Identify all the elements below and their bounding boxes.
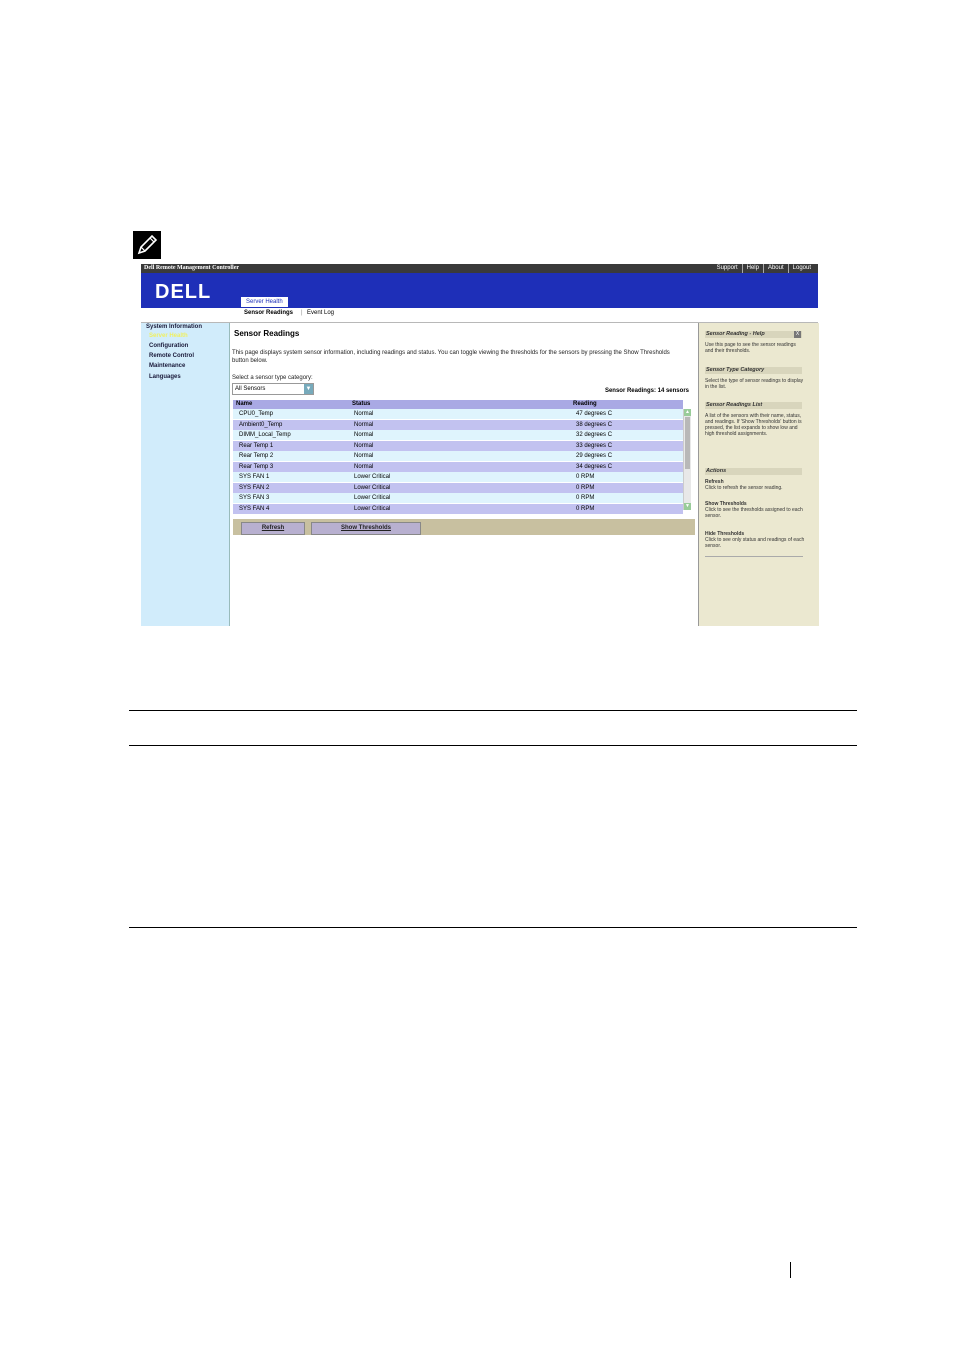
column-header-reading[interactable]: Reading — [573, 401, 597, 407]
help-panel — [698, 323, 819, 626]
help-refresh-label: Refresh — [705, 479, 724, 485]
cell-reading: 38 degrees C — [576, 421, 613, 428]
sensor-type-select[interactable] — [232, 383, 314, 395]
cell-status: Normal — [354, 411, 374, 417]
sensor-type-value: All Sensors — [235, 386, 266, 392]
subnav-sensor-readings[interactable]: Sensor Readings — [244, 310, 294, 316]
help-actions-heading: Actions — [705, 468, 802, 475]
sidebar-item-configuration[interactable]: Configuration — [149, 343, 189, 349]
cell-status: Normal — [354, 442, 374, 449]
table-row[interactable] — [233, 493, 683, 503]
cell-name: Rear Temp 1 — [239, 442, 274, 449]
cell-name: Rear Temp 2 — [239, 453, 274, 459]
cell-name: SYS FAN 1 — [239, 474, 270, 480]
help-type-text: Select the type of sensor readings to display in the list. — [705, 378, 804, 390]
show-thresholds-button[interactable]: Show Thresholds — [311, 522, 421, 535]
sidebar-item-server-health[interactable]: Server Health — [149, 333, 188, 339]
help-list-heading: Sensor Readings List — [705, 402, 802, 409]
subnav-event-log[interactable]: Event Log — [307, 310, 335, 316]
cell-status: Normal — [354, 453, 374, 459]
column-header-name[interactable]: Name — [236, 401, 253, 407]
sidebar-item-languages[interactable]: Languages — [149, 374, 181, 380]
sidebar-item-maintenance[interactable]: Maintenance — [149, 363, 186, 369]
sidebar-item-remote-control[interactable]: Remote Control — [149, 353, 194, 359]
table-rule-bottom — [129, 927, 857, 928]
sensor-type-label: Select a sensor type category: — [232, 375, 313, 381]
table-row[interactable] — [233, 451, 683, 461]
table-header — [233, 400, 683, 409]
table-rule-top — [129, 710, 857, 711]
cell-status: Lower Critical — [354, 484, 391, 491]
cell-reading: 47 degrees C — [576, 411, 613, 417]
note-pencil-icon — [133, 231, 161, 259]
table-row[interactable] — [233, 441, 683, 451]
page-title: Sensor Readings — [234, 329, 300, 338]
help-hide-text: Click to see only status and readings of each sensor. — [705, 537, 805, 549]
table-row[interactable] — [233, 472, 683, 482]
cell-reading: 0 RPM — [576, 484, 595, 491]
sensor-table — [233, 400, 688, 510]
help-type-heading: Sensor Type Category — [705, 367, 802, 374]
help-list-text: A list of the sensors with their name, status, and readings. If 'Show Thresholds' button is pressed, the list expands to show low and high threshold assignments. — [705, 413, 802, 437]
chevron-down-icon[interactable]: ▼ — [305, 386, 312, 392]
table-rule-middle — [129, 745, 857, 746]
sidebar-item-system-information[interactable]: System Information — [146, 324, 203, 330]
help-show-text: Click to see the thresholds assigned to each sensor. — [705, 507, 803, 519]
table-row[interactable] — [233, 409, 683, 419]
page-footer-bar — [790, 1262, 791, 1278]
about-link[interactable]: About — [763, 264, 788, 273]
cell-reading: 29 degrees C — [576, 453, 613, 459]
button-bar — [233, 519, 695, 535]
page-description: This page displays system sensor information, including readings and status. You can toggle viewing the thresholds for the sensors by pressing the Show Thresholds button below. — [232, 350, 670, 364]
help-intro: Use this page to see the sensor readings and their thresholds. — [705, 342, 796, 354]
help-hide-label: Hide Thresholds — [705, 531, 745, 537]
table-row[interactable] — [233, 483, 683, 493]
table-row[interactable] — [233, 430, 683, 440]
scrollbar-thumb[interactable] — [685, 417, 690, 469]
cell-reading: 0 RPM — [576, 495, 595, 501]
cell-status: Normal — [354, 421, 374, 428]
cell-name: CPU0_Temp — [239, 411, 274, 417]
help-divider — [705, 556, 803, 557]
sensor-count: Sensor Readings: 14 sensors — [604, 388, 689, 394]
app-title: Dell Remote Management Controller — [144, 265, 240, 271]
cell-status: Lower Critical — [354, 474, 391, 480]
table-scrollbar[interactable] — [683, 409, 691, 510]
cell-status: Lower Critical — [354, 505, 391, 512]
scroll-up-icon[interactable]: ▲ — [685, 409, 690, 415]
close-icon[interactable]: X — [795, 331, 800, 337]
top-bar — [141, 264, 818, 273]
cell-name: Rear Temp 3 — [239, 463, 274, 470]
sidebar — [141, 323, 230, 626]
logout-link[interactable]: Logout — [788, 264, 815, 273]
cell-status: Normal — [354, 463, 374, 470]
help-show-label: Show Thresholds — [705, 501, 747, 507]
help-link[interactable]: Help — [742, 264, 763, 273]
main-content — [230, 323, 698, 626]
cell-status: Lower Critical — [354, 495, 391, 501]
cell-reading: 32 degrees C — [576, 432, 613, 438]
support-link[interactable]: Support — [716, 265, 738, 271]
cell-reading: 0 RPM — [576, 505, 595, 512]
dell-logo: DELL — [155, 281, 212, 303]
cell-reading: 33 degrees C — [576, 442, 613, 449]
banner — [141, 273, 818, 308]
cell-name: SYS FAN 2 — [239, 484, 270, 491]
help-title: Sensor Reading - Help — [705, 331, 802, 338]
table-row[interactable] — [233, 504, 683, 514]
tab-server-health[interactable]: Server Health — [241, 297, 288, 307]
cell-reading: 0 RPM — [576, 474, 595, 480]
cell-name: SYS FAN 4 — [239, 505, 270, 512]
cell-reading: 34 degrees C — [576, 463, 613, 470]
cell-name: Ambient0_Temp — [239, 421, 283, 428]
refresh-button[interactable]: Refresh — [241, 522, 305, 535]
top-links — [713, 264, 815, 273]
subnav-separator: | — [301, 310, 303, 316]
cell-name: SYS FAN 3 — [239, 495, 270, 501]
help-refresh-text: Click to refresh the sensor reading. — [705, 485, 783, 491]
table-row[interactable] — [233, 420, 683, 430]
drac-screenshot — [141, 264, 818, 626]
scroll-down-icon[interactable]: ▼ — [685, 503, 690, 509]
table-row[interactable] — [233, 462, 683, 472]
sub-navigation — [141, 308, 818, 323]
cell-status: Normal — [354, 432, 374, 438]
column-header-status[interactable]: Status — [352, 401, 371, 407]
cell-name: DIMM_Local_Temp — [239, 432, 291, 438]
